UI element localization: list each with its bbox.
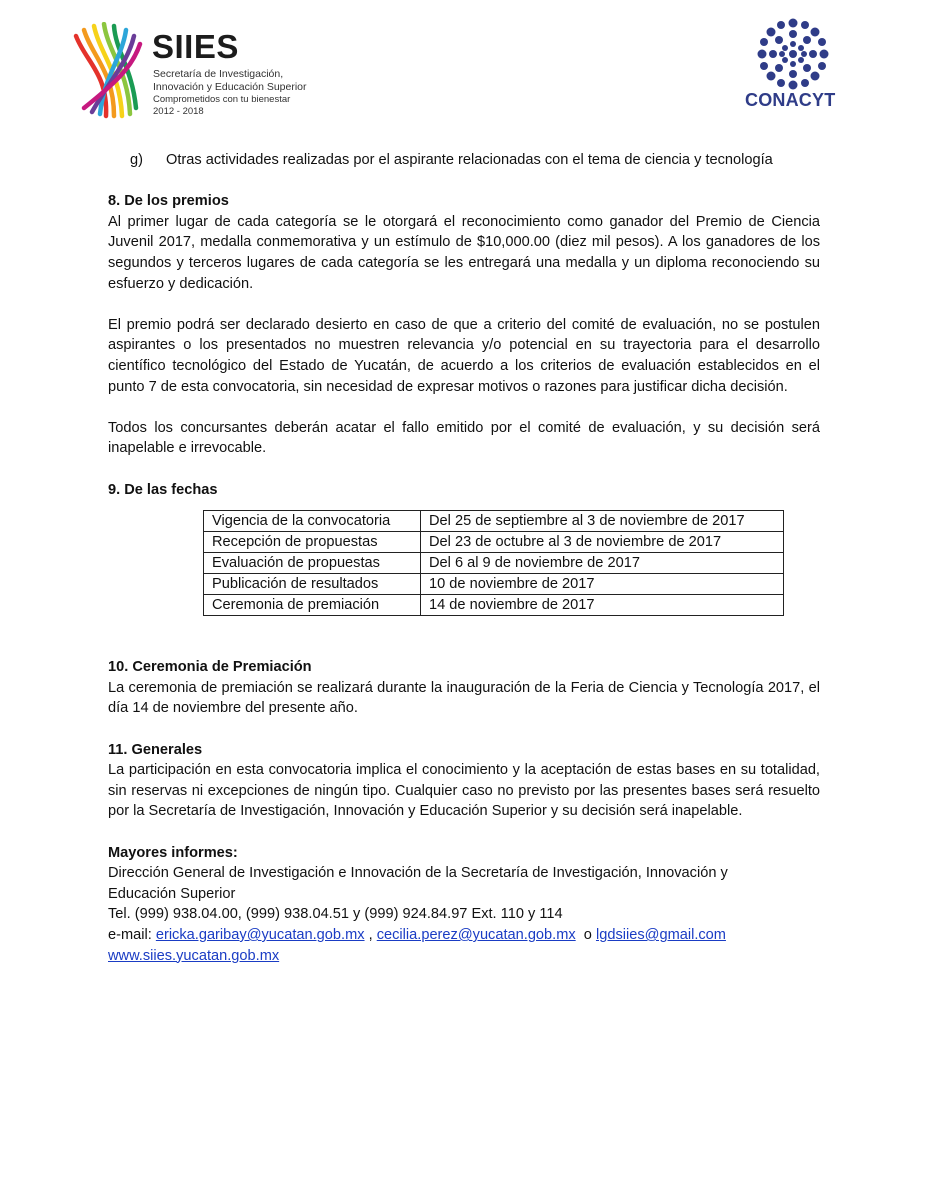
- table-cell-label: Vigencia de la convocatoria: [204, 511, 421, 532]
- siies-subtitle-2: Innovación y Educación Superior: [153, 81, 307, 93]
- list-item-text: Otras actividades realizadas por el aspirante relacionadas con el tema de ciencia y tecnología: [166, 152, 773, 168]
- section-8-paragraph-1: Al primer lugar de cada categoría se le otorgará el reconocimiento como ganador del Premio de Ciencia Juvenil 2017, medalla conmemorativa y un estímulo de $10,000.00 (diez mil pesos). A los ganadores de los segundos y terceros lugares de cada categoría se les entregará una medalla y un diploma reconociendo su esfuerzo y dedicación.: [108, 213, 820, 292]
- info-email-line: [108, 925, 820, 946]
- table-cell-value: 14 de noviembre de 2017: [421, 595, 784, 616]
- table-cell-label: Evaluación de propuestas: [204, 553, 421, 574]
- siies-years: 2012 - 2018: [153, 106, 204, 117]
- table-cell-value: 10 de noviembre de 2017: [421, 574, 784, 595]
- dates-table: [203, 510, 784, 616]
- section-9-heading: 9. De las fechas: [108, 481, 218, 498]
- list-item-label: g): [130, 152, 143, 168]
- section-11-paragraph: La participación en esta convocatoria implica el conocimiento y la aceptación de estas bases en su totalidad, sin reservas ni excepciones de ningún tipo. Cualquier caso no previsto por las presentes bases será resuelto por la Secretaría de Investigación, Innovación y Educación Superior y su decisión será inapelable.: [108, 762, 820, 820]
- siies-title: SIIES: [152, 28, 239, 65]
- info-phone: Tel. (999) 938.04.00, (999) 938.04.51 y (999) 924.84.97 Ext. 110 y 114: [108, 906, 563, 923]
- document-body: [108, 150, 820, 966]
- table-cell-value: Del 6 al 9 de noviembre de 2017: [421, 553, 784, 574]
- email-separator: ,: [364, 927, 377, 943]
- table-cell-label: Publicación de resultados: [204, 574, 421, 595]
- siies-subtitle-1: Secretaría de Investigación,: [153, 68, 284, 80]
- table-row: [204, 553, 784, 574]
- table-cell-label: Ceremonia de premiación: [204, 595, 421, 616]
- table-row: [204, 511, 784, 532]
- email-link-ericka[interactable]: ericka.garibay@yucatan.gob.mx: [155, 927, 365, 943]
- section-8-paragraph-3: Todos los concursantes deberán acatar el fallo emitido por el comité de evaluación, y su decisión será inapelable e irrevocable.: [108, 419, 820, 457]
- table-row: [204, 595, 784, 616]
- info-line-2: Educación Superior: [108, 885, 236, 902]
- email-label: e-mail:: [108, 927, 156, 943]
- info-line-1: Dirección General de Investigación e Innovación de la Secretaría de Investigación, Innovación y: [108, 865, 728, 882]
- info-heading: Mayores informes:: [108, 844, 238, 861]
- table-row: [204, 532, 784, 553]
- website-line: [108, 946, 820, 967]
- siies-slogan: Comprometidos con tu bienestar: [153, 94, 291, 105]
- table-cell-value: Del 25 de septiembre al 3 de noviembre de 2017: [421, 511, 784, 532]
- section-8-paragraph-2: El premio podrá ser declarado desierto en caso de que a criterio del comité de evaluación, no se postulen aspirantes o los presentados no muestren relevancia y/o potencial en su trayectoria para el desarrollo científico tecnológico del Estado de Yucatán, de acuerdo a los criterios de evaluación establecidos en el punto 7 de esta convocatoria, sin necesidad de expresar motivos o razones para justificar dicha decisión.: [108, 316, 820, 395]
- email-link-cecilia[interactable]: cecilia.perez@yucatan.gob.mx: [376, 927, 576, 943]
- section-11-heading: 11. Generales: [108, 741, 203, 758]
- section-10-paragraph: La ceremonia de premiación se realizará durante la inauguración de la Feria de Ciencia y Tecnología 2017, el día 14 de noviembre del presente año.: [108, 679, 820, 717]
- table-cell-label: Recepción de propuestas: [204, 532, 421, 553]
- table-row: [204, 574, 784, 595]
- section-8-heading: 8. De los premios: [108, 193, 229, 210]
- email-link-lgdsiies[interactable]: lgdsiies@gmail.com: [595, 927, 726, 943]
- page-header: [0, 0, 927, 130]
- section-10-heading: 10. Ceremonia de Premiación: [108, 659, 312, 676]
- list-item-g: [108, 150, 820, 171]
- conacyt-name: CONACYT: [745, 90, 836, 110]
- website-link[interactable]: www.siies.yucatan.gob.mx: [108, 947, 280, 964]
- table-cell-value: Del 23 de octubre al 3 de noviembre de 2017: [421, 532, 784, 553]
- email-separator: o: [575, 927, 596, 943]
